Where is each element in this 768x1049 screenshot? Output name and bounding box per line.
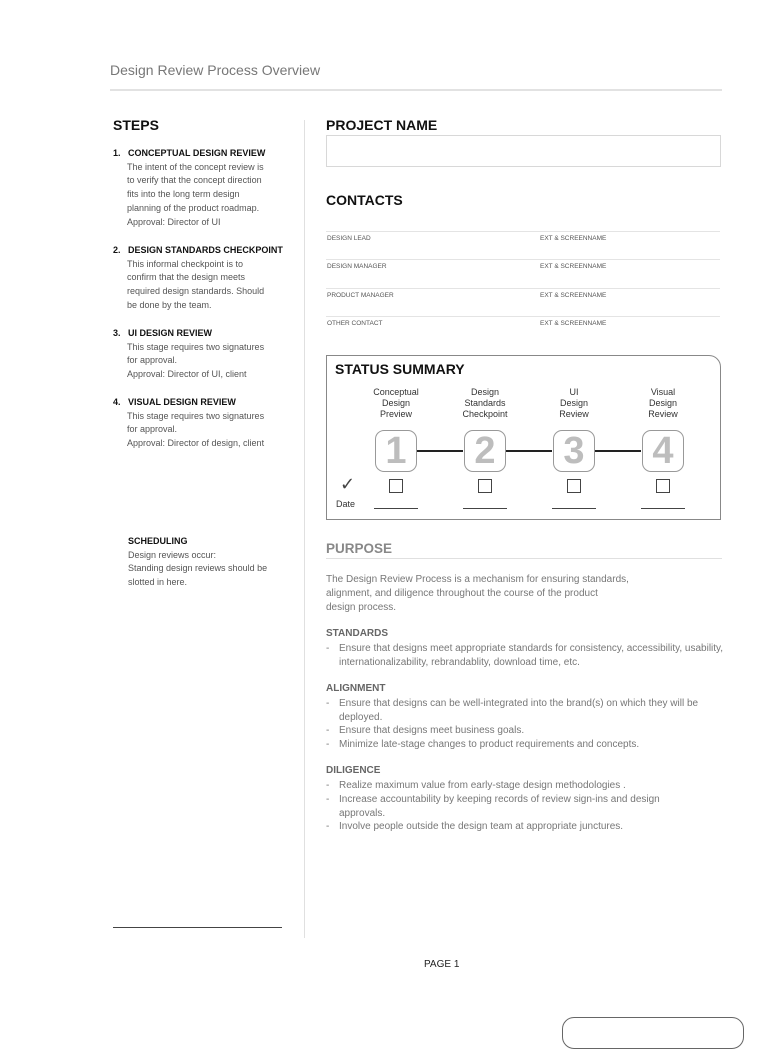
step-approval: Approval: Director of design, client: [127, 438, 265, 449]
stage-label-ui-design-review: [539, 387, 609, 420]
stage-label-line: Standards: [464, 398, 506, 408]
step-line: for approval.: [127, 424, 178, 435]
step-number: 4.: [113, 397, 121, 407]
step-title: DESIGN STANDARDS CHECKPOINT: [128, 245, 283, 255]
contact-ext-label: EXT & SCREENNAME: [540, 235, 607, 242]
step-conceptual-design-review: [113, 147, 293, 229]
stage-label-line: Checkpoint: [462, 409, 508, 419]
contact-ext-label: EXT & SCREENNAME: [540, 292, 607, 299]
step-line: to verify that the concept direction: [127, 175, 262, 186]
stage-label-line: UI: [569, 387, 579, 397]
stage-label-line: Conceptual: [373, 387, 419, 397]
step-line: required design standards. Should: [127, 286, 265, 297]
stage-label-line: Design: [381, 398, 410, 408]
stage-date-line-3[interactable]: [552, 508, 596, 509]
scheduling-line: Design reviews occur:: [128, 549, 217, 560]
step-line: planning of the product roadmap.: [127, 202, 260, 213]
purpose-divider: [326, 558, 722, 559]
stage-checkbox-4[interactable]: [656, 479, 670, 493]
step-line: fits into the long term design: [127, 189, 240, 200]
step-line: confirm that the design meets: [127, 272, 246, 283]
contact-row-design-lead[interactable]: [326, 231, 720, 260]
step-number: 1.: [113, 148, 121, 158]
step-approval: Approval: Director of UI, client: [127, 369, 247, 380]
purpose-intro-line: design process.: [326, 601, 397, 613]
contacts-heading: CONTACTS: [326, 192, 403, 208]
contact-row-design-manager[interactable]: [326, 259, 720, 288]
scheduling-line: slotted in here.: [128, 577, 188, 588]
standards-title: STANDARDS: [326, 628, 389, 639]
date-label: Date: [336, 499, 356, 509]
purpose-intro: [326, 573, 656, 614]
stage-checkbox-3[interactable]: [567, 479, 581, 493]
step-line: be done by the team.: [127, 299, 212, 310]
contact-row-other-contact[interactable]: [326, 316, 720, 345]
step-line: This stage requires two signatures: [127, 410, 265, 421]
contact-label: PRODUCT MANAGER: [327, 292, 394, 299]
column-divider: [304, 120, 305, 938]
stage-label-line: Preview: [379, 409, 412, 419]
step-description: [113, 161, 293, 230]
contact-ext-label: EXT & SCREENNAME: [540, 320, 607, 327]
step-description: [113, 341, 293, 382]
stage-checkbox-1[interactable]: [389, 479, 403, 493]
stage-label-line: Review: [648, 409, 678, 419]
stage-connector: [417, 450, 463, 452]
scheduling-line: Standing design reviews should be: [128, 563, 268, 574]
scheduling-section: [128, 535, 288, 590]
step-description: [113, 410, 293, 451]
project-name-heading: PROJECT NAME: [326, 117, 438, 133]
step-line: This informal checkpoint is to: [127, 258, 244, 269]
page-number: PAGE 1: [424, 959, 460, 970]
step-approval: Approval: Director of UI: [127, 216, 221, 227]
step-ui-design-review: [113, 327, 293, 382]
contact-label: DESIGN MANAGER: [327, 263, 387, 270]
stage-date-line-4[interactable]: [641, 508, 685, 509]
stage-connector: [506, 450, 552, 452]
purpose-intro-line: The Design Review Process is a mechanism for ensuring standards,: [326, 574, 629, 585]
scheduling-title: SCHEDULING: [128, 536, 188, 546]
contact-label: DESIGN LEAD: [327, 235, 371, 242]
stage-connector: [595, 450, 641, 452]
diligence-bullet: - Realize maximum value from early-stage design methodologies .: [326, 780, 626, 791]
stage-number-4: 4: [642, 430, 684, 472]
stage-number-3: 3: [553, 430, 595, 472]
stage-number-2: 2: [464, 430, 506, 472]
step-design-standards-checkpoint: [113, 244, 293, 313]
signature-line: [113, 927, 282, 928]
step-line: for approval.: [127, 355, 178, 366]
step-visual-design-review: [113, 396, 293, 451]
step-description: [113, 258, 293, 313]
step-title: UI DESIGN REVIEW: [128, 328, 213, 338]
stage-label-design-standards-checkpoint: [450, 387, 520, 420]
diligence-bullet: - Involve people outside the design team at appropriate junctures.: [326, 821, 624, 832]
status-summary-heading: STATUS SUMMARY: [335, 361, 465, 377]
stage-label-line: Visual: [650, 387, 676, 397]
alignment-title: ALIGNMENT: [326, 683, 386, 694]
purpose-heading: PURPOSE: [326, 541, 393, 556]
step-number: 2.: [113, 245, 121, 255]
standards-bullet: - Ensure that designs meet appropriate standards for consistency, accessibility, usability, internationalizability, rebrandablity, download time, etc.: [326, 643, 724, 668]
stage-label-conceptual-design-preview: [361, 387, 431, 420]
document-title: Design Review Process Overview: [110, 62, 321, 78]
steps-heading: STEPS: [113, 117, 159, 133]
purpose-intro-line: alignment, and diligence throughout the course of the product: [326, 587, 598, 599]
step-number: 3.: [113, 328, 121, 338]
stage-checkbox-2[interactable]: [478, 479, 492, 493]
stage-label-line: Review: [559, 409, 589, 419]
next-page-edge: [562, 1017, 744, 1049]
step-title: CONCEPTUAL DESIGN REVIEW: [128, 148, 266, 158]
contact-row-product-manager[interactable]: [326, 288, 720, 317]
step-line: This stage requires two signatures: [127, 341, 265, 352]
project-name-field[interactable]: [326, 135, 721, 167]
alignment-bullet: - Ensure that designs can be well-integrated into the brand(s) on which they will be deployed.: [326, 698, 699, 723]
contact-ext-label: EXT & SCREENNAME: [540, 263, 607, 270]
stage-date-line-2[interactable]: [463, 508, 507, 509]
title-divider: [110, 89, 722, 91]
stage-label-line: Design: [559, 398, 588, 408]
step-title: VISUAL DESIGN REVIEW: [128, 397, 236, 407]
checkmark-icon: ✓: [340, 474, 356, 494]
stage-date-line-1[interactable]: [374, 508, 418, 509]
alignment-bullet: - Minimize late-stage changes to product requirements and concepts.: [326, 739, 640, 750]
diligence-bullet: - Increase accountability by keeping records of review sign-ins and design approvals.: [326, 794, 660, 819]
alignment-bullet: - Ensure that designs meet business goals.: [326, 725, 525, 736]
stage-label-line: Design: [648, 398, 677, 408]
contact-label: OTHER CONTACT: [327, 320, 383, 327]
stage-label-line: Design: [470, 387, 499, 397]
stage-label-visual-design-review: [628, 387, 698, 420]
stage-number-1: 1: [375, 430, 417, 472]
step-line: The intent of the concept review is: [127, 161, 264, 172]
diligence-title: DILIGENCE: [326, 765, 381, 776]
